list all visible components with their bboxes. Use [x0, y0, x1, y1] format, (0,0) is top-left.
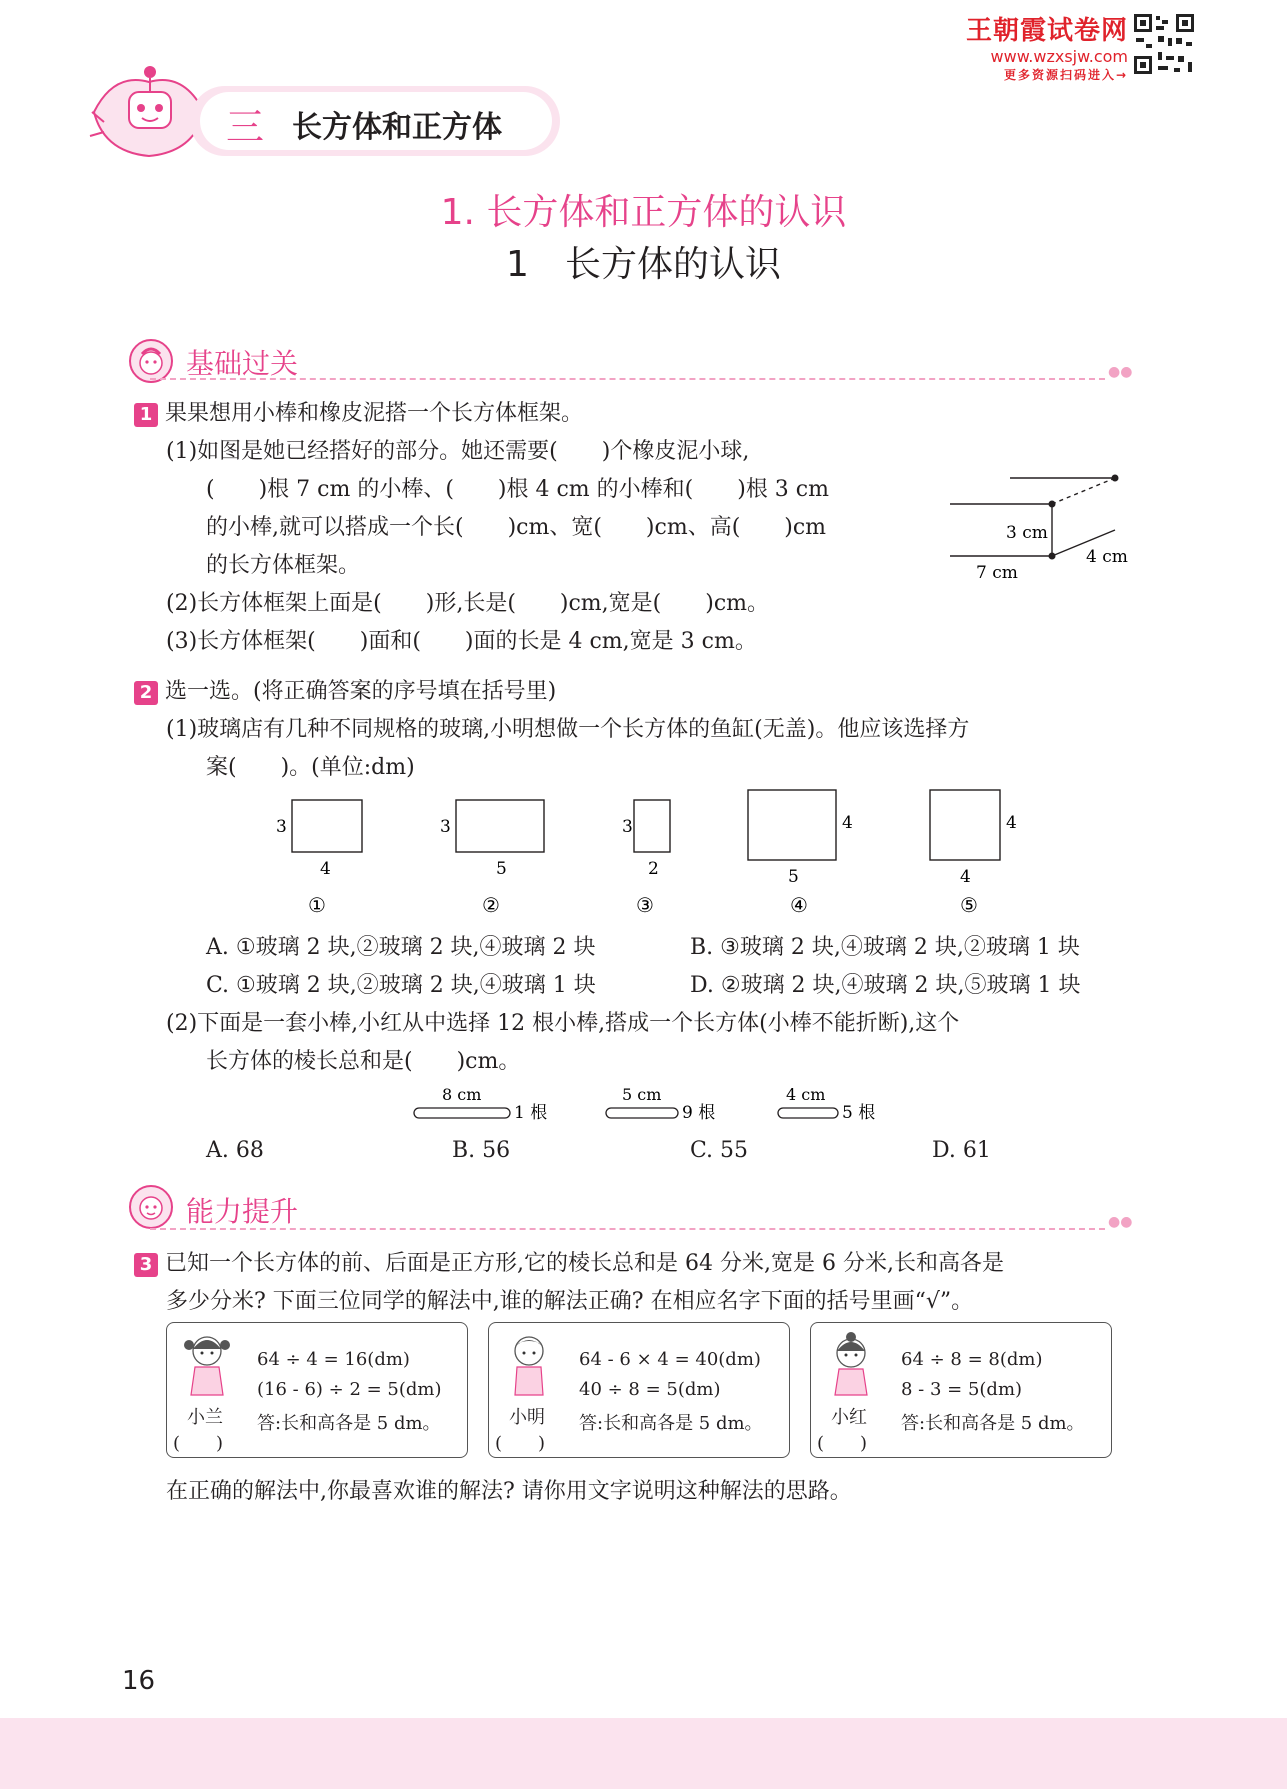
- glass-2-bottom: 5: [496, 859, 507, 879]
- q2-option-b: B. ③玻璃 2 块,④玻璃 2 块,②玻璃 1 块: [690, 935, 1080, 960]
- glass-3-id: ③: [636, 893, 654, 917]
- question-3-line1: [134, 1246, 1004, 1277]
- chapter-title: 长方体和正方体: [292, 110, 502, 145]
- student-card-xiaoming: [488, 1322, 790, 1458]
- glass-5-side: 4: [1006, 813, 1017, 833]
- q2-option-c: C. ①玻璃 2 块,②玻璃 2 块,④玻璃 1 块: [206, 973, 596, 998]
- question-number-badge: 3: [134, 1253, 158, 1277]
- brand-url: www.wzxsjw.com: [990, 47, 1128, 66]
- q2-choice-d: D. 61: [932, 1138, 991, 1163]
- q1-part2: (2)长方体框架上面是( )形,长是( )cm,宽是( )cm。: [166, 591, 770, 616]
- section-divider: [150, 378, 1105, 380]
- question-3-line2: 多少分米? 下面三位同学的解法中,谁的解法正确? 在相应名字下面的括号里画“√”。: [166, 1289, 974, 1314]
- advanced-section-label: 能力提升: [186, 1195, 299, 1228]
- glass-options-figure: [260, 786, 1040, 922]
- student-name: 小红: [831, 1407, 867, 1428]
- q1-part1-line2: ( )根 7 cm 的小棒、( )根 4 cm 的小棒和( )根 3 cm: [206, 477, 829, 502]
- height-label: 3 cm: [1006, 523, 1048, 543]
- glass-1-side: 3: [276, 817, 287, 837]
- solution-line: (16 - 6) ÷ 2 = 5(dm): [257, 1379, 442, 1400]
- answer-paren[interactable]: ( ): [173, 1433, 224, 1454]
- glass-4-id: ④: [790, 893, 808, 917]
- brand-name: 王朝霞试卷网: [965, 16, 1128, 46]
- cuboid-frame-figure: [940, 462, 1140, 592]
- student-card-xiaolan: [166, 1322, 468, 1458]
- stick-3-length: 4 cm: [786, 1085, 826, 1104]
- solution-answer: 答:长和高各是 5 dm。: [257, 1413, 441, 1434]
- q2-part2-line2: 长方体的棱长总和是( )cm。: [206, 1049, 521, 1074]
- width-label: 4 cm: [1086, 547, 1128, 567]
- solution-line: 40 ÷ 8 = 5(dm): [579, 1379, 721, 1400]
- sticks-figure: [400, 1082, 920, 1132]
- stick-2-count: 9 根: [682, 1103, 716, 1123]
- stick-3-count: 5 根: [842, 1103, 876, 1123]
- glass-2-id: ②: [482, 893, 500, 917]
- solution-line: 64 - 6 × 4 = 40(dm): [579, 1349, 761, 1370]
- question-3-text: 已知一个长方体的前、后面是正方形,它的棱长总和是 64 分米,宽是 6 分米,长和高各是: [165, 1251, 1004, 1276]
- question-1-stem: [134, 396, 583, 427]
- student-name: 小明: [509, 1407, 545, 1428]
- stick-1-length: 8 cm: [442, 1085, 482, 1104]
- stick-8cm: [414, 1085, 547, 1123]
- question-2-text: 选一选。(将正确答案的序号填在括号里): [165, 679, 557, 704]
- glass-5-id: ⑤: [960, 893, 978, 917]
- boy-student-icon: [499, 1329, 559, 1405]
- section-divider: [150, 1228, 1105, 1230]
- glass-option-5: [930, 790, 1017, 917]
- question-2-stem: [134, 674, 556, 705]
- stick-5cm: [606, 1085, 715, 1123]
- solution-line: 64 ÷ 4 = 16(dm): [257, 1349, 410, 1370]
- glass-option-4: [748, 790, 853, 917]
- stick-4cm: [778, 1085, 875, 1123]
- divider-dots-icon: ●●: [1108, 364, 1133, 380]
- question-3-followup: 在正确的解法中,你最喜欢谁的解法? 请你用文字说明这种解法的思路。: [166, 1479, 852, 1504]
- glass-1-id: ①: [308, 893, 326, 917]
- girl-student-icon: [177, 1329, 237, 1405]
- glass-option-3: [622, 800, 670, 917]
- q2-option-a: A. ①玻璃 2 块,②玻璃 2 块,④玻璃 2 块: [206, 935, 596, 960]
- lesson-title: 1 长方体的认识: [506, 244, 781, 285]
- page-number: 16: [122, 1666, 156, 1696]
- length-label: 7 cm: [976, 563, 1018, 583]
- chapter-number: 三: [226, 105, 265, 149]
- glass-2-side: 3: [440, 817, 451, 837]
- answer-paren[interactable]: ( ): [817, 1433, 868, 1454]
- basic-section-label: 基础过关: [186, 347, 299, 380]
- q2-part2-line1: (2)下面是一套小棒,小红从中选择 12 根小棒,搭成一个长方体(小棒不能折断),这个: [166, 1011, 960, 1036]
- brand-tagline: 更多资源扫码进入→: [1003, 68, 1128, 82]
- question-1-text: 果果想用小棒和橡皮泥搭一个长方体框架。: [165, 401, 584, 426]
- bottom-band: [0, 1718, 1287, 1789]
- glass-3-bottom: 2: [648, 859, 659, 879]
- question-number-badge: 2: [134, 681, 158, 705]
- glass-3-side: 3: [622, 817, 633, 837]
- stick-2-length: 5 cm: [622, 1085, 662, 1104]
- girl-student-icon: [821, 1329, 881, 1405]
- q2-part1-line1: (1)玻璃店有几种不同规格的玻璃,小明想做一个长方体的鱼缸(无盖)。他应该选择方: [166, 717, 970, 742]
- q1-part3: (3)长方体框架( )面和( )面的长是 4 cm,宽是 3 cm。: [166, 629, 757, 654]
- qr-code-icon[interactable]: [1132, 12, 1196, 76]
- glass-5-bottom: 4: [960, 867, 971, 887]
- q2-choice-a: A. 68: [206, 1138, 264, 1163]
- glass-4-side: 4: [842, 813, 853, 833]
- glass-option-2: [440, 800, 544, 917]
- solution-line: 64 ÷ 8 = 8(dm): [901, 1349, 1043, 1370]
- student-name: 小兰: [187, 1407, 223, 1428]
- brand-block: [958, 10, 1128, 83]
- glass-4-bottom: 5: [788, 867, 799, 887]
- student-card-xiaohong: [810, 1322, 1112, 1458]
- q2-option-d: D. ②玻璃 2 块,④玻璃 2 块,⑤玻璃 1 块: [690, 973, 1081, 998]
- boy-avatar-icon: [128, 1184, 174, 1230]
- q2-choice-b: B. 56: [452, 1138, 511, 1163]
- question-number-badge: 1: [134, 403, 158, 427]
- q1-part1-line3: 的小棒,就可以搭成一个长( )cm、宽( )cm、高( )cm: [206, 515, 827, 540]
- stick-1-count: 1 根: [514, 1103, 548, 1123]
- solution-line: 8 - 3 = 5(dm): [901, 1379, 1023, 1400]
- q2-choice-c: C. 55: [690, 1138, 749, 1163]
- q1-part1-line1: (1)如图是她已经搭好的部分。她还需要( )个橡皮泥小球,: [166, 439, 750, 464]
- glass-1-bottom: 4: [320, 859, 331, 879]
- solution-answer: 答:长和高各是 5 dm。: [901, 1413, 1085, 1434]
- answer-paren[interactable]: ( ): [495, 1433, 546, 1454]
- glass-option-1: [276, 800, 362, 917]
- divider-dots-icon: ●●: [1108, 1214, 1133, 1230]
- section-title: 1. 长方体和正方体的认识: [440, 192, 847, 233]
- q1-part1-line4: 的长方体框架。: [206, 553, 361, 578]
- q2-part1-line2: 案( )。(单位:dm): [206, 755, 415, 780]
- solution-answer: 答:长和高各是 5 dm。: [579, 1413, 763, 1434]
